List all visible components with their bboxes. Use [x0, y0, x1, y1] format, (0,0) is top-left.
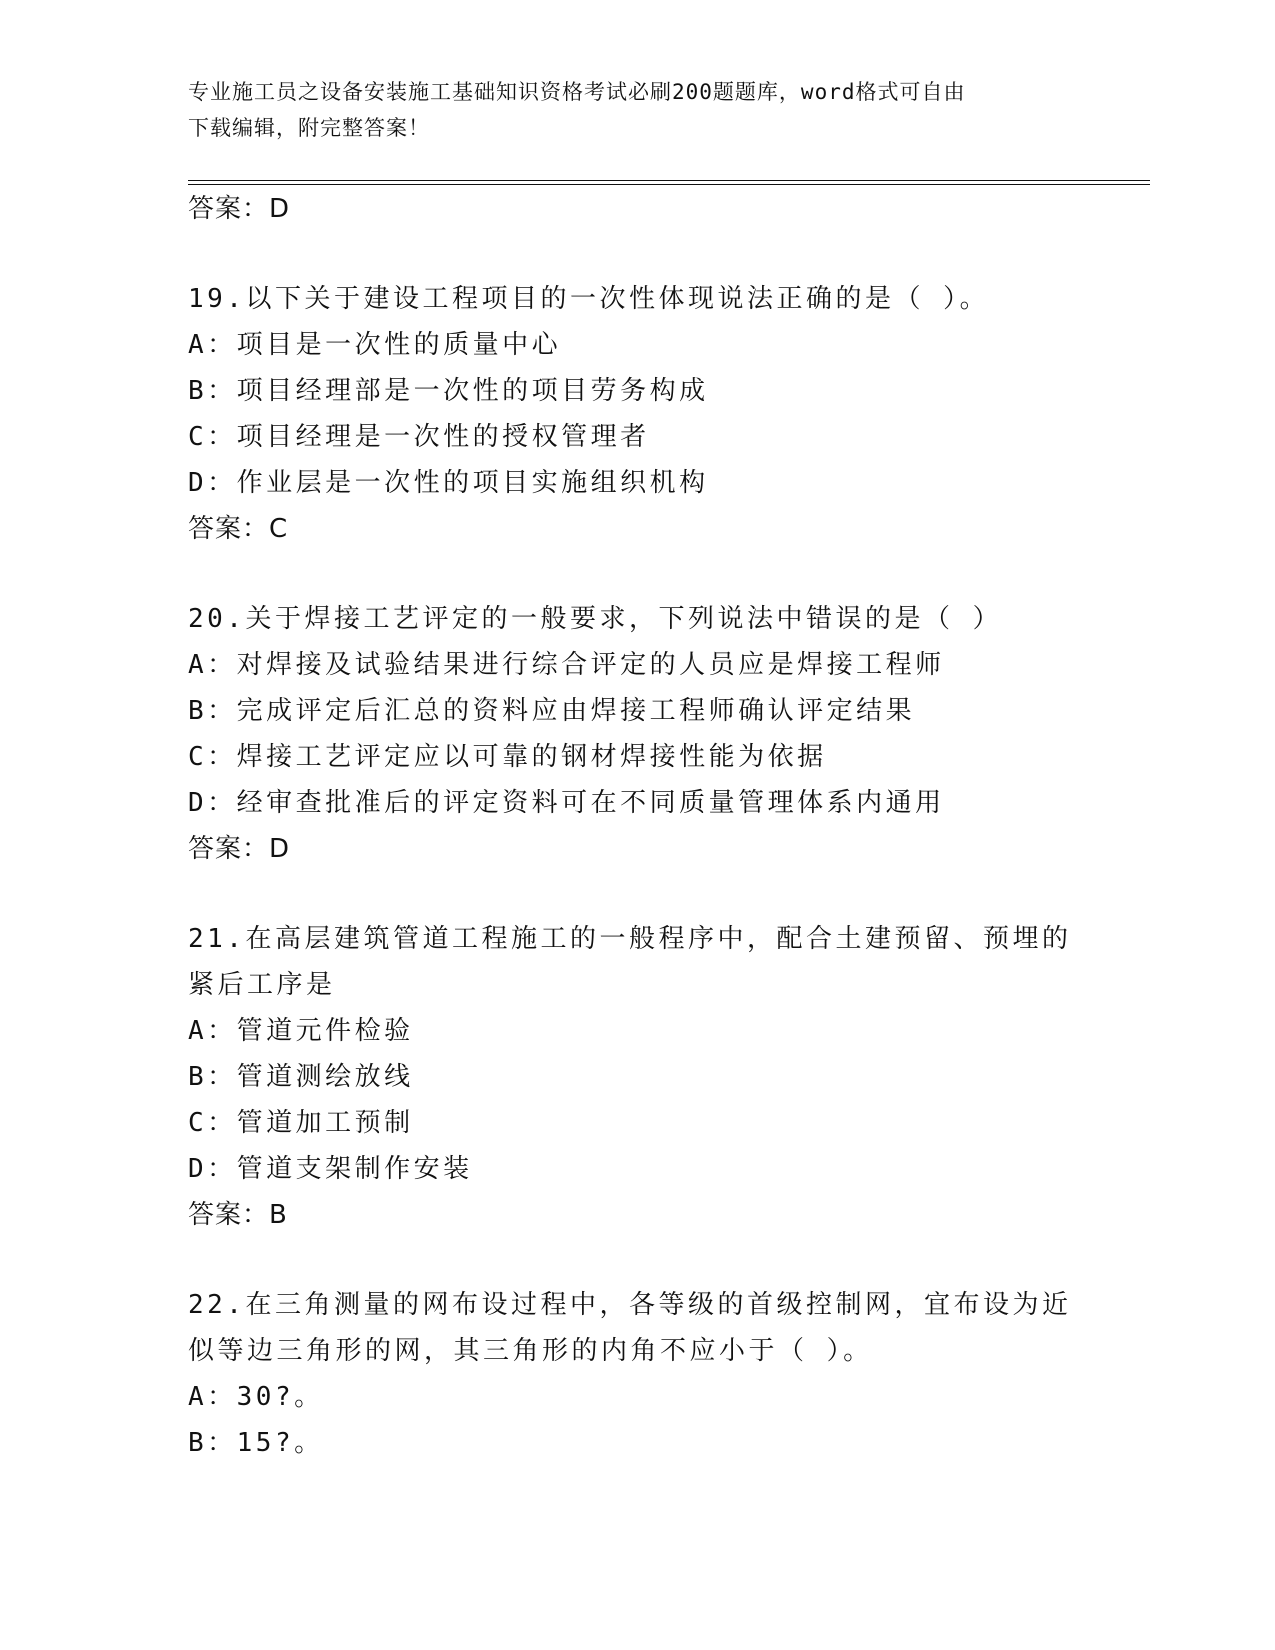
option-d: D：作业层是一次性的项目实施组织机构	[188, 468, 709, 498]
question-stem: 19.以下关于建设工程项目的一次性体现说法正确的是（ ）。	[188, 284, 990, 314]
answer-20: 答案：D	[188, 834, 291, 864]
option-c: C：项目经理是一次性的授权管理者	[188, 422, 650, 452]
question-stem: 22.在三角测量的网布设过程中，各等级的首级控制网，宜布设为近似等边三角形的网，其三角形的内角不应小于（ ）。	[188, 1290, 1072, 1366]
option-d: D：管道支架制作安装	[188, 1154, 473, 1184]
option-a: A：对焊接及试验结果进行综合评定的人员应是焊接工程师	[188, 650, 945, 680]
question-19	[188, 276, 1088, 552]
question-stem: 21.在高层建筑管道工程施工的一般程序中，配合土建预留、预埋的紧后工序是	[188, 924, 1072, 1000]
option-a: A：30?。	[188, 1382, 324, 1412]
question-21	[188, 916, 1088, 1238]
option-c: C：焊接工艺评定应以可靠的钢材焊接性能为依据	[188, 742, 827, 772]
header-divider	[188, 180, 1150, 181]
question-22	[188, 1282, 1088, 1466]
answer-19: 答案：C	[188, 514, 289, 544]
option-d: D：经审查批准后的评定资料可在不同质量管理体系内通用	[188, 788, 945, 818]
option-b: B：15?。	[188, 1428, 324, 1458]
question-stem: 20.关于焊接工艺评定的一般要求，下列说法中错误的是（ ）	[188, 604, 1003, 634]
question-20	[188, 596, 1088, 872]
option-b: B：项目经理部是一次性的项目劳务构成	[188, 376, 709, 406]
header-divider-double	[188, 184, 1150, 185]
header-line-1: 专业施工员之设备安装施工基础知识资格考试必刷200题题库，word格式可自由	[188, 80, 966, 104]
answer-previous: 答案：D	[188, 194, 291, 224]
option-b: B：管道测绘放线	[188, 1062, 414, 1092]
question-list	[188, 186, 1088, 1466]
document-header	[188, 74, 1068, 146]
option-a: A：项目是一次性的质量中心	[188, 330, 562, 360]
option-a: A：管道元件检验	[188, 1016, 414, 1046]
option-b: B：完成评定后汇总的资料应由焊接工程师确认评定结果	[188, 696, 916, 726]
option-c: C：管道加工预制	[188, 1108, 414, 1138]
answer-21: 答案：B	[188, 1200, 288, 1230]
header-line-2: 下载编辑，附完整答案！	[188, 116, 430, 140]
